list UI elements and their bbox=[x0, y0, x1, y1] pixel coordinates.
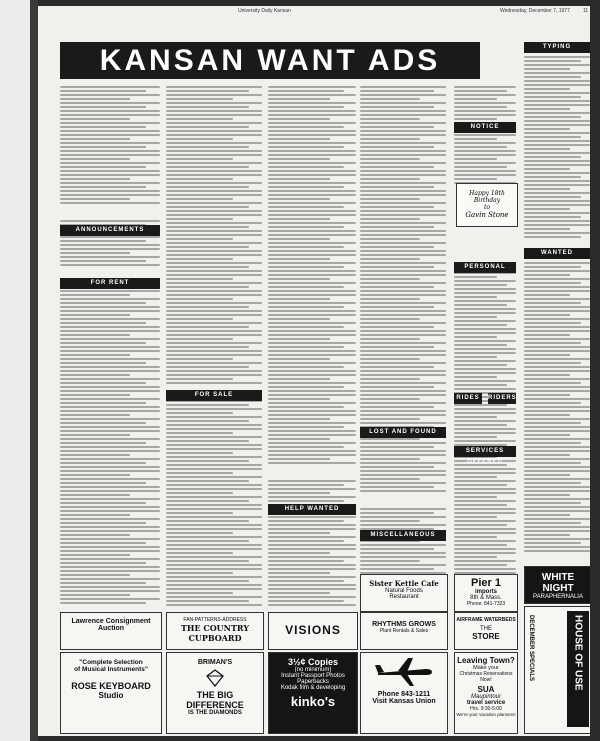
brimans-line-3: DIFFERENCE bbox=[186, 700, 244, 710]
miscellaneous-header: MISCELLANEOUS bbox=[360, 530, 446, 541]
house-of-use-strip bbox=[567, 611, 589, 727]
airframe-waterbeds-ad bbox=[454, 612, 518, 650]
column-1 bbox=[60, 86, 160, 606]
houseofuse-line-1: HOUSE OF USE bbox=[572, 615, 584, 691]
rhythm-grows-ad bbox=[360, 612, 448, 650]
kansas-union-ad bbox=[360, 652, 448, 734]
leaving-line-4: SUA bbox=[477, 685, 495, 694]
houseofuse-line-2: DECEMBER SPECIALS bbox=[528, 615, 534, 682]
brimans-line-2: THE BIG bbox=[196, 690, 234, 700]
union-line-2: Visit Kansas Union bbox=[372, 698, 436, 705]
whitenight-line-2: PARAPHERNALIA bbox=[533, 594, 583, 600]
sister-kettle-ad bbox=[360, 574, 448, 612]
fan-line-3: CUPBOARD bbox=[188, 633, 242, 643]
kinkos-line-4: Paperbacks bbox=[297, 679, 329, 685]
greeting-line-1: Happy 18th Birthday bbox=[469, 190, 505, 204]
waterbeds-line-1: AIRFRAME WATERBEDS bbox=[456, 617, 516, 623]
kinkos-line-1: 3½¢ Copies bbox=[287, 657, 339, 667]
white-night-ad bbox=[524, 566, 590, 604]
column-5 bbox=[454, 86, 516, 606]
brimans-line-4: IS THE DIAMONDS bbox=[188, 710, 242, 716]
services-header: SERVICES OFFERED bbox=[454, 446, 516, 457]
brimans-ad bbox=[166, 652, 264, 734]
visions-ad bbox=[268, 612, 358, 650]
visions-line-1: VISIONS bbox=[285, 623, 341, 637]
lawrence-line-2: Auction bbox=[97, 625, 125, 632]
kinkos-line-3: Instant Passport Photos bbox=[281, 673, 345, 679]
column-4 bbox=[360, 86, 446, 606]
for-rent-header: FOR RENT bbox=[60, 278, 160, 289]
rhythm-line-2: Plant Rentals & Sales bbox=[379, 628, 429, 634]
musical-line-4: Studio bbox=[98, 691, 124, 700]
pier1-line-3: 8th & Mass. bbox=[470, 595, 502, 601]
personal-header: PERSONAL bbox=[454, 262, 516, 273]
waterbeds-line-2: THE bbox=[480, 626, 492, 632]
kinkos-ad bbox=[268, 652, 358, 734]
binding-margin bbox=[0, 0, 30, 741]
for-sale-header: FOR SALE bbox=[166, 390, 262, 401]
musical-line-1: "Complete Selection bbox=[79, 659, 143, 666]
musical-line-2: of Musical Instruments" bbox=[74, 666, 148, 673]
kinkos-line-2: (no minimum) bbox=[294, 667, 332, 673]
fan-line-2: THE COUNTRY bbox=[180, 623, 250, 633]
greeting-line-2: to bbox=[483, 204, 491, 211]
pier1-line-4: Phone: 841-7323 bbox=[466, 601, 506, 607]
pier1-line-2: imports bbox=[474, 589, 497, 595]
brimans-line-1: BRIMAN'S bbox=[197, 659, 233, 666]
whitenight-line-1: WHITE NIGHT bbox=[541, 572, 575, 594]
notice-header: NOTICE bbox=[454, 122, 516, 133]
typing-header: TYPING bbox=[524, 42, 590, 53]
column-3 bbox=[268, 86, 356, 606]
leaving-town-ad bbox=[454, 652, 518, 734]
leaving-line-6: travel service bbox=[466, 700, 506, 706]
pier1-line-1: Pier 1 bbox=[471, 577, 501, 589]
newspaper-page bbox=[38, 6, 590, 736]
help-wanted-header: HELP WANTED bbox=[268, 504, 356, 515]
waterbeds-line-3: STORE bbox=[472, 632, 500, 641]
column-6-wanted bbox=[524, 262, 590, 562]
paper-name: University Daily Kansan bbox=[238, 8, 291, 14]
kinkos-line-6: kinko's bbox=[290, 694, 336, 709]
leaving-line-2: Make your bbox=[473, 665, 499, 671]
airplane-icon bbox=[374, 655, 434, 689]
kettle-line-3: Restaurant bbox=[389, 594, 419, 600]
leaving-line-3: Christmas Reservations Now! bbox=[459, 671, 513, 683]
issue-date: Wednesday, December 7, 1977 bbox=[500, 8, 570, 14]
leaving-line-5: Maupintour bbox=[470, 694, 502, 700]
rose-keyboard-ad bbox=[60, 652, 162, 734]
lost-found-header: LOST AND FOUND bbox=[360, 427, 446, 438]
kettle-line-2: Natural Foods bbox=[385, 588, 423, 594]
want-ads-banner: KANSAN WANT ADS bbox=[60, 42, 480, 79]
kinkos-line-5: Kodak film & developing bbox=[280, 685, 346, 691]
house-of-use-ad bbox=[524, 606, 590, 734]
column-6-typing bbox=[524, 56, 590, 241]
lawrence-line-1: Lawrence Consignment bbox=[71, 618, 151, 625]
wanted-header: WANTED bbox=[524, 248, 590, 259]
riders-header: RIDERS bbox=[488, 393, 516, 404]
lawrence-auction-ad bbox=[60, 612, 162, 650]
leaving-line-8: We're your vacation planners! bbox=[456, 712, 516, 717]
column-2 bbox=[166, 86, 262, 606]
binding-edge bbox=[30, 0, 38, 741]
fan-line-1: FAN-PATTERNS-ADDRESS bbox=[183, 617, 247, 623]
rides-header: RIDES bbox=[454, 393, 482, 404]
pier-1-ad bbox=[454, 574, 518, 612]
announcements-header: ANNOUNCEMENTS bbox=[60, 225, 160, 236]
country-cupboard-ad bbox=[166, 612, 264, 650]
birthday-greeting bbox=[456, 183, 518, 227]
rhythm-line-1: RHYTHMS GROWS bbox=[372, 621, 436, 628]
union-line-1: Phone 843-1211 bbox=[377, 691, 431, 698]
musical-line-3: ROSE KEYBOARD bbox=[71, 681, 151, 691]
greeting-line-3: Gavin Stone bbox=[465, 211, 509, 219]
kettle-line-1: Sister Kettle Cafe bbox=[369, 579, 439, 588]
leaving-line-1: Leaving Town? bbox=[457, 656, 515, 665]
leaving-line-7: Hrs. 9:30-5:00 bbox=[470, 706, 502, 712]
diamond-ring-icon bbox=[202, 669, 228, 687]
page-number: 11 bbox=[583, 8, 589, 14]
